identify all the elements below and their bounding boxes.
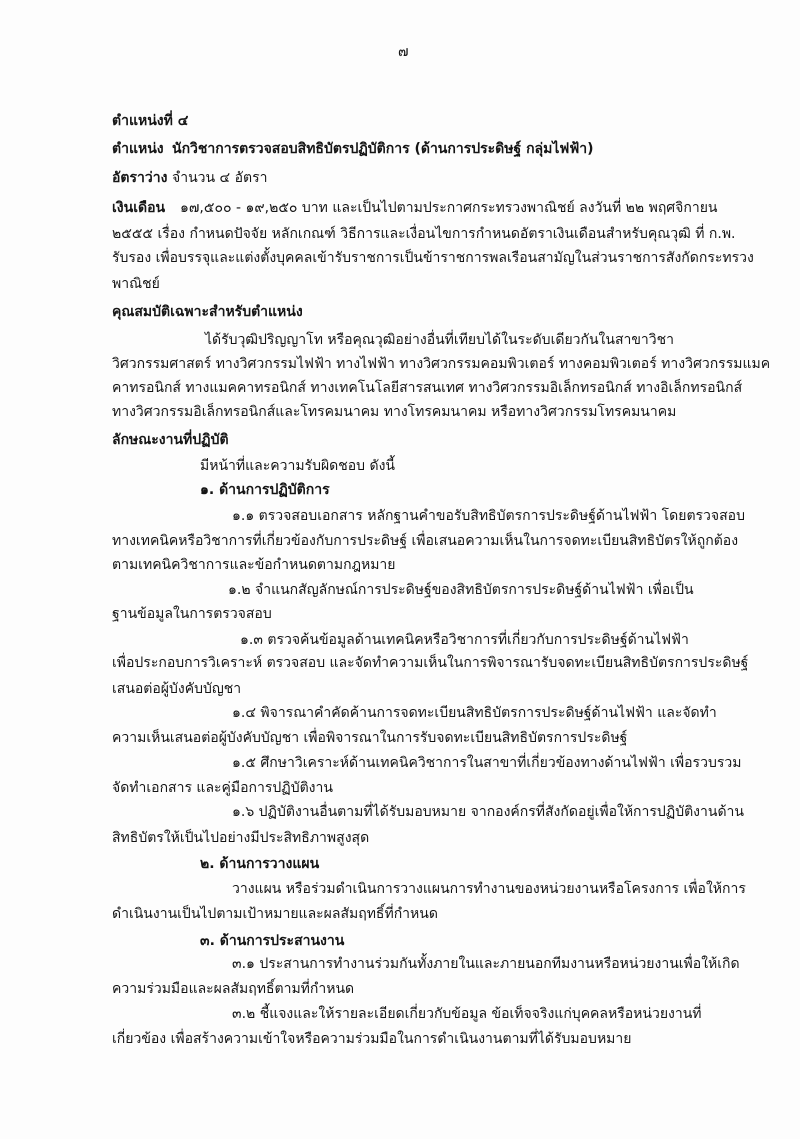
- duty-item-cont: สิทธิบัตรให้เป็นไปอย่างมีประสิทธิภาพสูงสุด: [112, 830, 370, 846]
- qualifications-heading: คุณสมบัติเฉพาะสำหรับตำแหน่ง: [112, 304, 303, 320]
- duty-item: ๓.๑ ประสานการทำงานร่วมกันทั้งภายในและภายนอกทีมงานหรือหน่วยงานเพื่อให้เกิด: [232, 956, 740, 972]
- duty-item-cont: เพื่อประกอบการวิเคราะห์ ตรวจสอบ และจัดทำความเห็นในการพิจารณารับจดทะเบียนสิทธิบัตรการประดิษฐ์: [112, 655, 749, 671]
- duty-item: ๑.๔ พิจารณาคำคัดค้านการจดทะเบียนสิทธิบัตรการประดิษฐ์ด้านไฟฟ้า และจัดทำ: [232, 705, 717, 721]
- duty-item: ๑.๓ ตรวจค้นข้อมูลด้านเทคนิคหรือวิชาการที่เกี่ยวกับการประดิษฐ์ด้านไฟฟ้า: [240, 632, 689, 648]
- qualifications-line: คาทรอนิกส์ ทางแมคคาทรอนิกส์ ทางเทคโนโลยีสารสนเทศ ทางวิศวกรรมอิเล็กทรอนิกส์ ทางอิเล็กทรอนิกส์: [112, 380, 743, 396]
- duty-item: ๑.๑ ตรวจสอบเอกสาร หลักฐานคำขอรับสิทธิบัตรการประดิษฐ์ด้านไฟฟ้า โดยตรวจสอบ: [232, 508, 745, 524]
- duty-item-cont: ดำเนินงานเป็นไปตามเป้าหมายและผลสัมฤทธิ์ที่กำหนด: [112, 906, 438, 922]
- salary-line: ๑๗,๕๐๐ - ๑๙,๒๕๐ บาท และเป็นไปตามประกาศกระทรวงพาณิชย์ ลงวันที่ ๒๒ พฤศจิกายน: [180, 200, 718, 216]
- duty-item-cont: ตามเทคนิควิชาการและข้อกำหนดตามกฎหมาย: [112, 557, 396, 573]
- position-label: ตำแหน่ง: [112, 141, 164, 157]
- salary-line: พาณิชย์: [112, 276, 160, 292]
- duties-heading: ลักษณะงานที่ปฏิบัติ: [112, 432, 229, 448]
- duty-item: ๑.๒ จำแนกสัญลักษณ์การประดิษฐ์ของสิทธิบัตรการประดิษฐ์ด้านไฟฟ้า เพื่อเป็น: [228, 582, 694, 598]
- duty-item-cont: ทางเทคนิคหรือวิชาการที่เกี่ยวข้องกับการประดิษฐ์ เพื่อเสนอความเห็นในการจดทะเบียนสิทธิบัตรให้ถูกต้อง: [112, 533, 739, 549]
- qualifications-line: ได้รับวุฒิปริญญาโท หรือคุณวุฒิอย่างอื่นที่เทียบได้ในระดับเดียวกันในสาขาวิชา: [205, 332, 675, 348]
- duty-item-cont: เสนอต่อผู้บังคับบัญชา: [112, 681, 242, 697]
- salary-line: ๒๕๕๕ เรื่อง กำหนดปัจจัย หลักเกณฑ์ วิธีการและเงื่อนไขการกำหนดอัตราเงินเดือนสำหรับคุณวุฒิ ที่ ก.พ.: [112, 226, 736, 242]
- duty-item: ๑.๖ ปฏิบัติงานอื่นตามที่ได้รับมอบหมาย จากองค์กรที่สังกัดอยู่เพื่อให้การปฏิบัติงานด้าน: [232, 804, 744, 820]
- page-number: ๗: [398, 44, 409, 60]
- section-title: ๒. ด้านการวางแผน: [200, 856, 320, 872]
- section-title: ๑. ด้านการปฏิบัติการ: [200, 482, 330, 498]
- duty-item-cont: จัดทำเอกสาร และคู่มือการปฏิบัติงาน: [112, 780, 333, 796]
- duty-item-cont: ความร่วมมือและผลสัมฤทธิ์ตามที่กำหนด: [112, 981, 355, 997]
- position-value: นักวิชาการตรวจสอบสิทธิบัตรปฏิบัติการ (ด้านการประดิษฐ์ กลุ่มไฟฟ้า): [172, 141, 594, 157]
- salary-line: รับรอง เพื่อบรรจุและแต่งตั้งบุคคลเข้ารับราชการเป็นข้าราชการพลเรือนสามัญในส่วนราชการสังกัดกระทรวง: [112, 250, 754, 266]
- qualifications-line: ทางวิศวกรรมอิเล็กทรอนิกส์และโทรคมนาคม ทางโทรคมนาคม หรือทางวิศวกรรมโทรคมนาคม: [112, 404, 677, 420]
- vacancy-value: จำนวน ๔ อัตรา: [172, 170, 268, 186]
- duty-item-cont: ความเห็นเสนอต่อผู้บังคับบัญชา เพื่อพิจารณาในการรับจดทะเบียนสิทธิบัตรการประดิษฐ์: [112, 730, 628, 746]
- duty-item: ๓.๒ ชี้แจงและให้รายละเอียดเกี่ยวกับข้อมูล ข้อเท็จจริงแก่บุคคลหรือหน่วยงานที่: [232, 1006, 702, 1022]
- vacancy-label: อัตราว่าง: [112, 170, 168, 186]
- section-title: ๓. ด้านการประสานงาน: [200, 933, 345, 949]
- position-number: ตำแหน่งที่ ๔: [112, 113, 189, 129]
- duty-item-cont: เกี่ยวข้อง เพื่อสร้างความเข้าใจหรือความร่วมมือในการดำเนินงานตามที่ได้รับมอบหมาย: [112, 1031, 632, 1047]
- qualifications-line: วิศวกรรมศาสตร์ ทางวิศวกรรมไฟฟ้า ทางไฟฟ้า ทางวิศวกรรมคอมพิวเตอร์ ทางคอมพิวเตอร์ ทางวิศวกรรมแมค: [112, 356, 771, 372]
- duty-item: ๑.๕ ศึกษาวิเคราะห์ด้านเทคนิควิชาการในสาขาที่เกี่ยวข้องทางด้านไฟฟ้า เพื่อรวบรวม: [232, 755, 742, 771]
- duties-intro: มีหน้าที่และความรับผิดชอบ ดังนี้: [200, 458, 396, 474]
- salary-label: เงินเดือน: [112, 200, 166, 216]
- duty-item: วางแผน หรือร่วมดำเนินการวางแผนการทำงานของหน่วยงานหรือโครงการ เพื่อให้การ: [232, 881, 746, 897]
- duty-item-cont: ฐานข้อมูลในการตรวจสอบ: [112, 606, 272, 622]
